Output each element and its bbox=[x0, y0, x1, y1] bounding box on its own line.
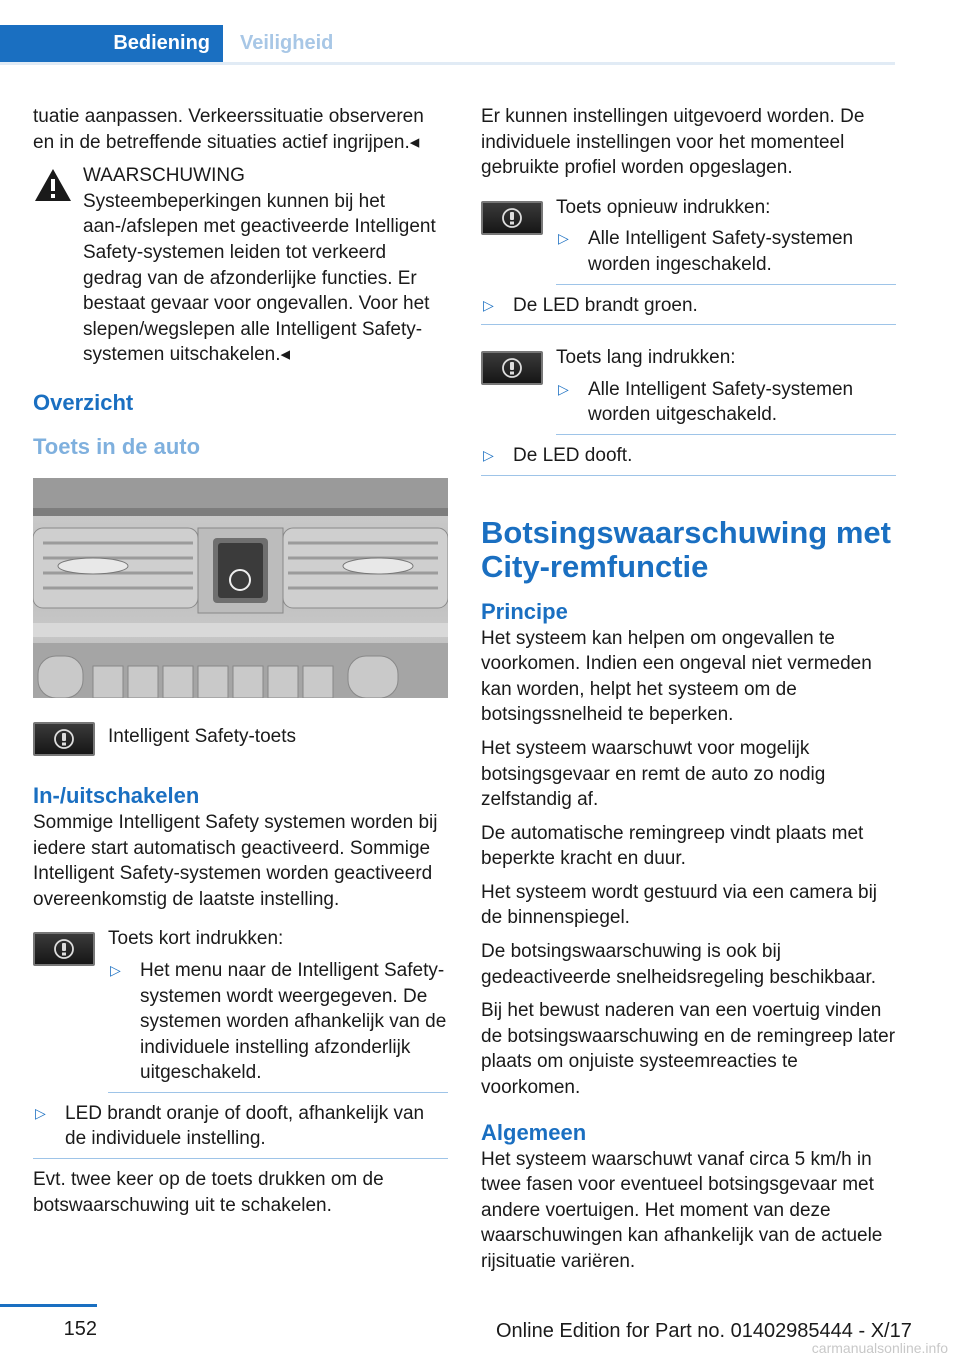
kort-indrukken-block bbox=[33, 926, 448, 1093]
bullet-text: Het menu naar de Intelligent Safety-systemen wordt weergegeven. De systemen worden afhankelijk van de individuele instelling afzonderlijk uitgeschakeld. bbox=[140, 959, 447, 1084]
paragraph: De automatische remingreep vindt plaats met beperkte kracht en duur. bbox=[481, 822, 864, 870]
warning-icon bbox=[33, 167, 73, 203]
bullet-text: De LED dooft. bbox=[513, 444, 633, 466]
lang-block bbox=[481, 345, 896, 435]
evt-text: Evt. twee keer op de toets drukken om de botswaarschuwing uit te schakelen. bbox=[33, 1169, 384, 1216]
safety-icon bbox=[501, 207, 523, 229]
page-number: 152 bbox=[63, 1318, 97, 1340]
bullet-text: LED brandt oranje of dooft, afhankelijk van de individuele instelling. bbox=[65, 1102, 425, 1150]
paragraph: Bij het bewust naderen van een voertuig vinden de botsingswaarschuwing en de remingreep later plaats om onjuiste systeemreacties te voorkomen. bbox=[481, 1000, 896, 1099]
safety-button-image bbox=[481, 201, 543, 235]
list-item bbox=[481, 443, 896, 476]
warning-block bbox=[33, 163, 448, 368]
list-item bbox=[556, 377, 896, 435]
kort-label: Toets kort indrukken: bbox=[108, 928, 284, 950]
safety-icon bbox=[53, 728, 75, 750]
bullet-text: Alle Intelligent Safety-systemen worden ingeschakeld. bbox=[588, 228, 854, 275]
heading-in-uitschakelen: In-/uitschakelen bbox=[33, 782, 200, 808]
bullet-icon: ▷ bbox=[483, 296, 494, 313]
edition-text: Online Edition for Part no. 01402985444 - X/17 bbox=[496, 1320, 912, 1342]
safety-button-image bbox=[481, 351, 543, 385]
left-column bbox=[33, 104, 448, 1226]
bullet-icon: ▷ bbox=[558, 230, 569, 247]
heading-algemeen: Algemeen bbox=[481, 1119, 587, 1145]
safety-icon bbox=[501, 357, 523, 379]
button-caption: Intelligent Safety-toets bbox=[108, 725, 296, 747]
list-item bbox=[556, 226, 896, 284]
tab-veiligheid[interactable]: Veiligheid bbox=[240, 32, 334, 54]
section-tabs bbox=[0, 25, 895, 65]
warning-title: WAARSCHUWING bbox=[83, 165, 245, 187]
dashboard-illustration bbox=[33, 478, 448, 698]
list-item bbox=[108, 958, 448, 1093]
opnieuw-block bbox=[481, 195, 896, 285]
paragraph: Het systeem kan helpen om ongevallen te voorkomen. Indien een ongeval niet vermeden kan worden, helpt het systeem om de botsingssnelheid te beperken. bbox=[481, 627, 872, 726]
list-item bbox=[481, 293, 896, 326]
opnieuw-label: Toets opnieuw indrukken: bbox=[556, 196, 771, 218]
paragraph: Het systeem waarschuwt vanaf circa 5 km/h in twee fasen voor eventueel botsingsgevaar met andere voertuigen. Het moment van deze waarschuwingen kan afhankelijk van de actuele rijsituatie variëren. bbox=[481, 1148, 883, 1272]
bullet-icon: ▷ bbox=[35, 1104, 46, 1121]
bullet-text: De LED brandt groen. bbox=[513, 294, 698, 316]
heading-principe: Principe bbox=[481, 598, 568, 624]
heading-overzicht: Overzicht bbox=[33, 389, 134, 415]
heading-botsingswaarschuwing: Botsingswaarschuwing met City-remfunctie bbox=[481, 514, 891, 584]
inuit-text: Sommige Intelligent Safety systemen worden bij iedere start automatisch geactiveerd. Sommige Intelligent Safety-systemen worden geactiveerd overeenkomstig de laatste instelling. bbox=[33, 811, 438, 910]
paragraph: Het systeem waarschuwt voor mogelijk botsingsgevaar en remt de auto zo nodig zelfstandig af. bbox=[481, 737, 826, 811]
bullet-text: Alle Intelligent Safety-systemen worden uitgeschakeld. bbox=[588, 378, 854, 426]
right-column bbox=[481, 104, 896, 1283]
paragraph: Het systeem wordt gestuurd via een camera bij de binnenspiegel. bbox=[481, 881, 878, 929]
paragraph: De botsingswaarschuwing is ook bij gedeactiveerde snelheidsregeling beschikbaar. bbox=[481, 941, 877, 988]
list-item bbox=[33, 1101, 448, 1159]
safety-button-image bbox=[33, 722, 95, 756]
warning-text bbox=[33, 189, 448, 368]
watermark: carmanualsonline.info bbox=[811, 1340, 948, 1356]
heading-toets-in-de-auto: Toets in de auto bbox=[33, 433, 201, 459]
warning-body: Systeembeperkingen kunnen bij het aan-/afslepen met geactiveerde Intelligent Safety-systemen leiden tot verkeerd gedrag van de afzonderlijke functies. Er bestaat gevaar voor ongevallen. Voor het slepen/wegslepen alle Intelligent Safety-systemen uitschakelen.◂ bbox=[83, 190, 436, 366]
bullet-icon: ▷ bbox=[110, 961, 121, 978]
lang-label: Toets lang indrukken: bbox=[556, 347, 736, 369]
intro-text: Er kunnen instellingen uitgevoerd worden. De individuele instellingen voor het momenteel gebruikte profiel worden opgeslagen. bbox=[481, 106, 865, 179]
safety-button-caption bbox=[33, 716, 448, 756]
bullet-icon: ▷ bbox=[558, 380, 569, 397]
tab-bediening[interactable]: Bediening bbox=[0, 25, 223, 62]
bullet-icon: ▷ bbox=[483, 446, 494, 463]
footer-rule bbox=[0, 1304, 97, 1307]
intro-text: tuatie aanpassen. Verkeerssituatie observeren en in de betreffende situaties actief ingrijpen.◂ bbox=[33, 106, 424, 153]
safety-icon bbox=[53, 938, 75, 960]
dashboard-photo bbox=[33, 478, 448, 698]
safety-button-image bbox=[33, 932, 95, 966]
